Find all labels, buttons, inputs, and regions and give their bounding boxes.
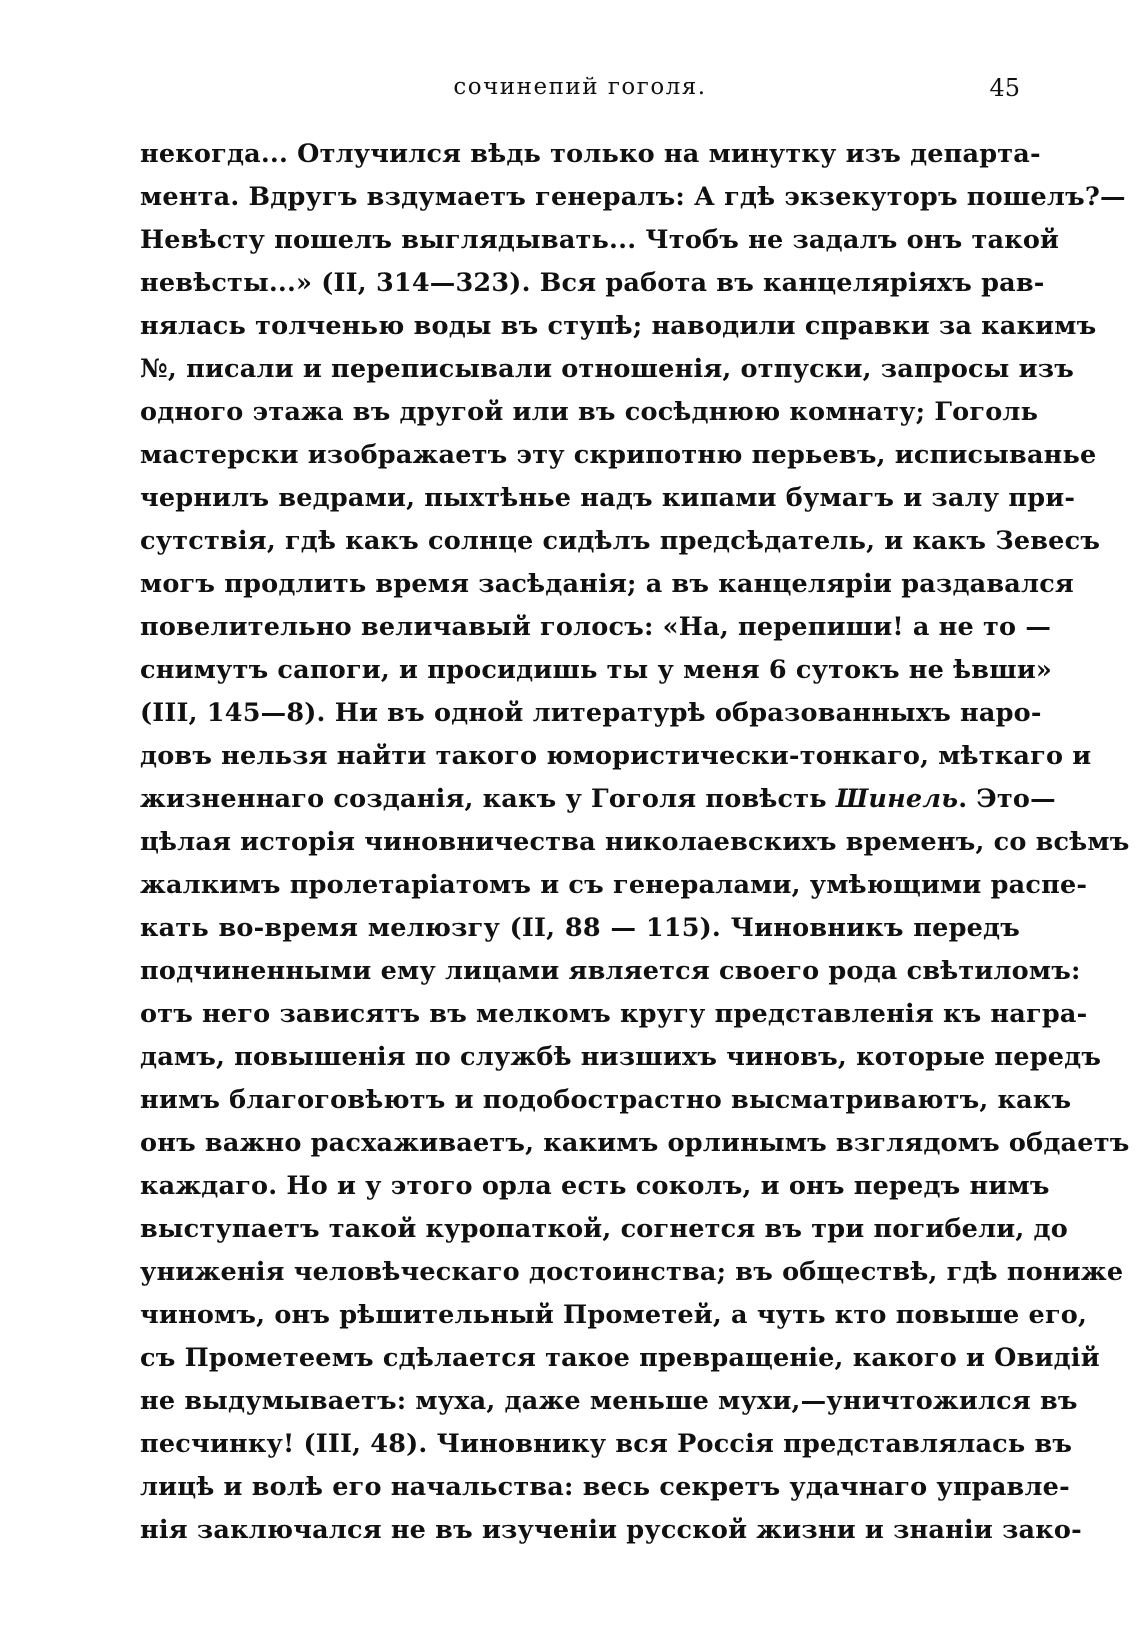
text-line: мастерски изображаетъ эту скрипотню перьевъ, исписыванье	[140, 440, 1097, 470]
text-line: песчинку! (III, 48). Чиновнику вся Россія представлялась въ	[140, 1429, 1073, 1459]
text-line: отъ него зависятъ въ мелкомъ кругу представленія къ награ-	[140, 999, 1088, 1029]
line-segment: жизненнаго созданія, какъ у Гоголя повѣсть	[140, 784, 836, 814]
text-line: нія заключался не въ изученіи русской жизни и знаніи зако-	[140, 1515, 1082, 1545]
text-line: Невѣсту пошелъ выглядывать... Чтобъ не задалъ онъ такой	[140, 225, 1060, 255]
text-line: повелительно величавый голосъ: «На, перепиши! а не то —	[140, 612, 1052, 642]
text-line: съ Прометеемъ сдѣлается такое превращеніе, какого и Овидій	[140, 1343, 1100, 1373]
text-line: подчиненными ему лицами является своего рода свѣтиломъ:	[140, 956, 1081, 986]
text-line: (III, 145—8). Ни въ одной литературѣ образованныхъ наро-	[140, 698, 1042, 728]
text-line: могъ продлить время засѣданія; а въ канцеляріи раздавался	[140, 569, 1074, 599]
text-line: дамъ, повышенія по службѣ низшихъ чиновъ, которые передъ	[140, 1042, 1102, 1072]
text-line: одного этажа въ другой или въ сосѣднюю комнату; Гоголь	[140, 397, 1039, 427]
text-line: №, писали и переписывали отношенія, отпуски, запросы изъ	[140, 354, 1074, 384]
page-header	[140, 74, 1020, 114]
text-line: нимъ благоговѣютъ и подобострастно высматриваютъ, какъ	[140, 1085, 1072, 1115]
text-line: чернилъ ведрами, пыхтѣнье надъ кипами бумагъ и залу при-	[140, 483, 1076, 513]
text-line: униженія человѣческаго достоинства; въ обществѣ, гдѣ пониже	[140, 1257, 1124, 1287]
text-line: невѣсты...» (II, 314—323). Вся работа въ канцеляріяхъ рав-	[140, 268, 1045, 298]
text-line: жалкимъ пролетаріатомъ и съ генералами, умѣющими распе-	[140, 870, 1088, 900]
line-segment: . Это—	[958, 784, 1056, 814]
text-line: цѣлая исторія чиновничества николаевскихъ временъ, со всѣмъ	[140, 827, 1130, 857]
running-title: сочинепий гоголя.	[453, 74, 707, 100]
text-line: нялась толченью воды въ ступѣ; наводили справки за какимъ	[140, 311, 1097, 341]
body-text	[140, 133, 1130, 1552]
page-number: 45	[989, 74, 1020, 102]
text-line: онъ важно расхаживаетъ, какимъ орлинымъ взглядомъ обдаетъ	[140, 1128, 1130, 1158]
text-line: сутствія, гдѣ какъ солнце сидѣлъ предсѣдатель, и какъ Зевесъ	[140, 526, 1101, 556]
story-title: Шинель	[835, 784, 959, 814]
text-line: кать во-время мелюзгу (II, 88 — 115). Чиновникъ передъ	[140, 913, 1020, 943]
text-line: не выдумываетъ: муха, даже меньше мухи,—уничтожился въ	[140, 1386, 1078, 1416]
text-line: снимутъ сапоги, и просидишь ты у меня 6 сутокъ не ѣвши»	[140, 655, 1053, 685]
text-line-with-title	[140, 778, 1056, 821]
text-line: мента. Вдругъ вздумаетъ генералъ: А гдѣ экзекуторъ пошелъ?—	[140, 182, 1126, 212]
text-line: довъ нельзя найти такого юмористически-тонкаго, мѣткаго и	[140, 741, 1092, 771]
text-line: некогда... Отлучился вѣдь только на минутку изъ департа-	[140, 139, 1041, 169]
text-line: каждаго. Но и у этого орла есть соколъ, и онъ передъ нимъ	[140, 1171, 1050, 1201]
text-line: лицѣ и волѣ его начальства: весь секретъ удачнаго управле-	[140, 1472, 1070, 1502]
text-line: выступаетъ такой куропаткой, согнется въ три погибели, до	[140, 1214, 1068, 1244]
text-line: чиномъ, онъ рѣшительный Прометей, а чуть кто повыше его,	[140, 1300, 1088, 1330]
